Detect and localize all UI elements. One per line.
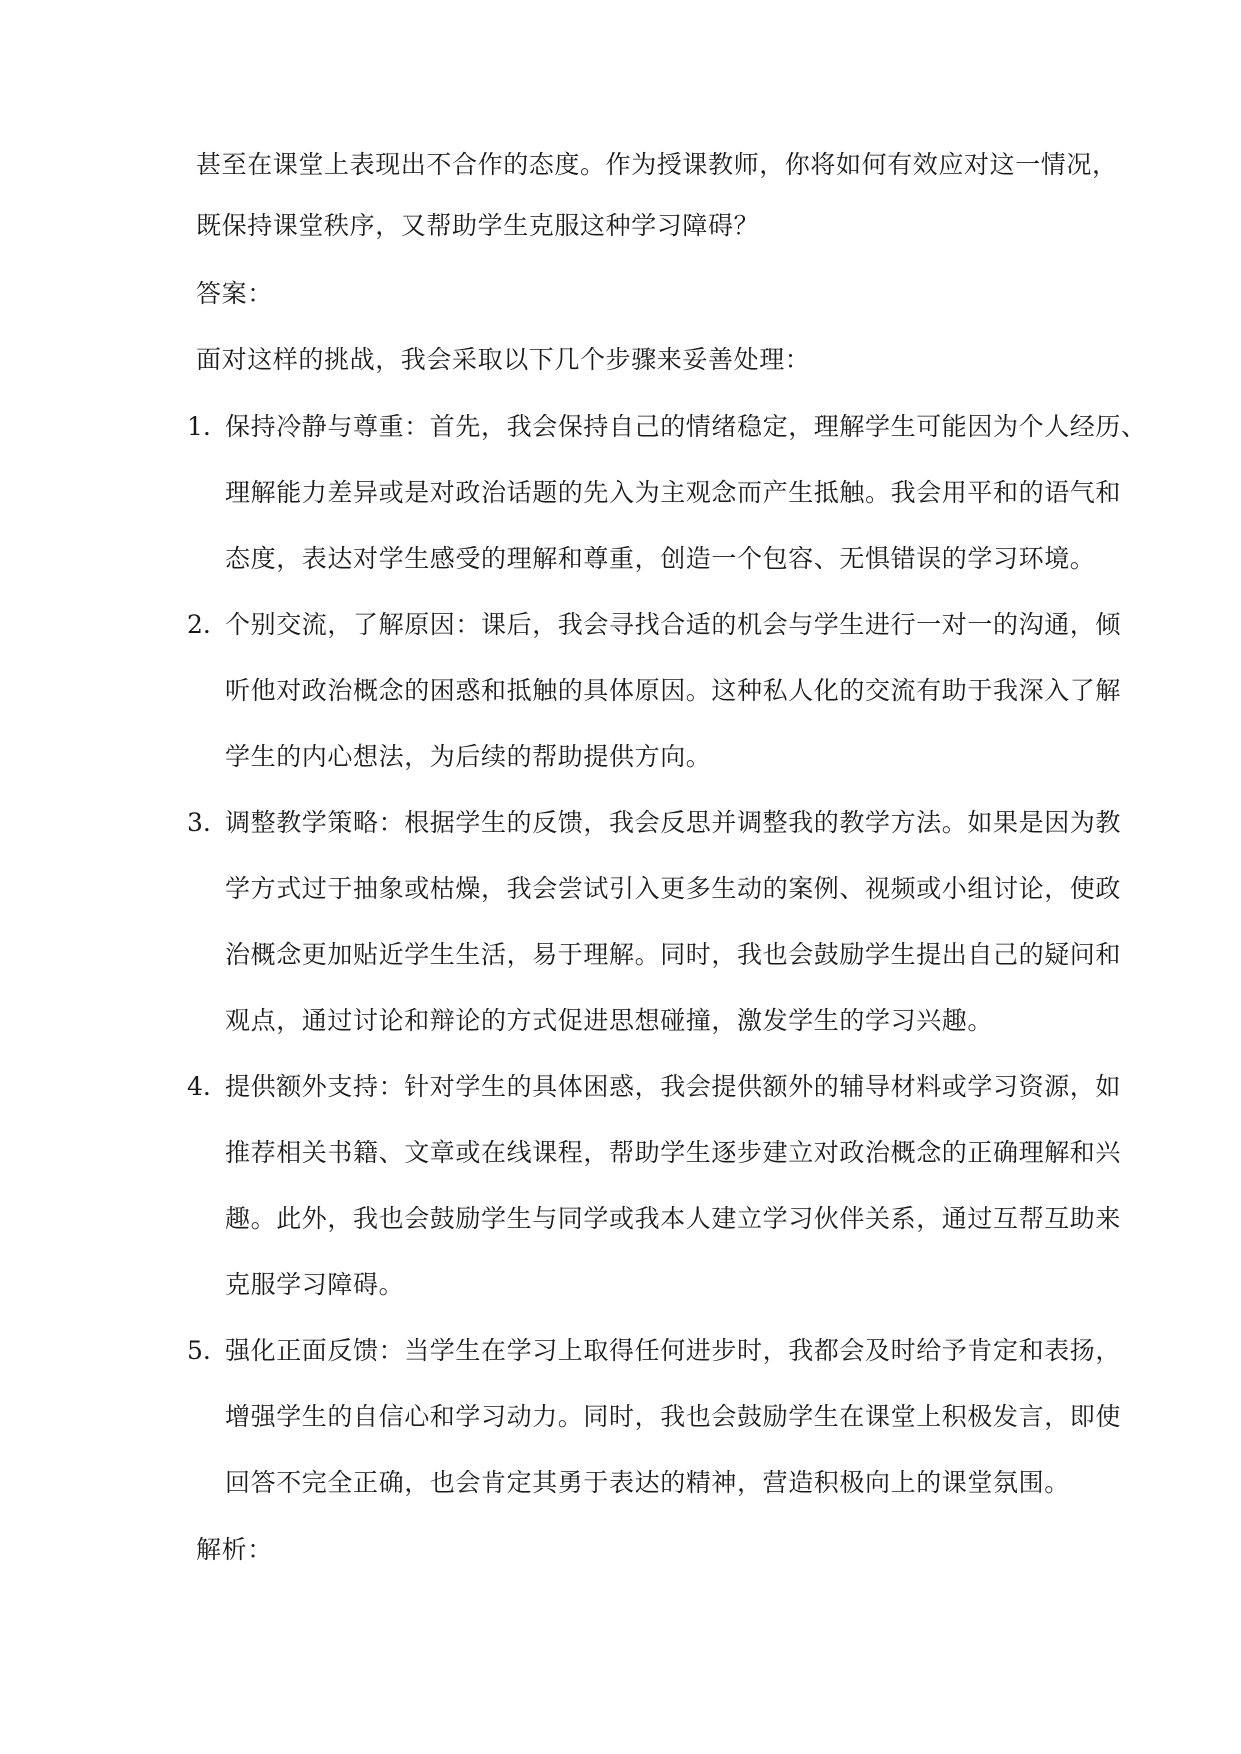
list-item-line: 增强学生的自信心和学习动力。同时，我也会鼓励学生在课堂上积极发言，即使	[225, 1402, 1122, 1431]
list-item-number: 3.	[187, 808, 211, 837]
list-item-line: 趣。此外，我也会鼓励学生与同学或我本人建立学习伙伴关系，通过互帮互助来	[225, 1204, 1122, 1233]
list-item-line: 观点，通过讨论和辩论的方式促进思想碰撞，激发学生的学习兴趣。	[225, 1006, 994, 1035]
list-item-line: 学方式过于抽象或枯燥，我会尝试引入更多生动的案例、视频或小组讨论，使政	[225, 874, 1122, 903]
list-item-line: 克服学习障碍。	[225, 1270, 405, 1299]
list-item-line: 理解能力差异或是对政治话题的先入为主观念而产生抵触。我会用平和的语气和	[225, 478, 1122, 507]
list-item-line: 推荐相关书籍、文章或在线课程，帮助学生逐步建立对政治概念的正确理解和兴	[225, 1138, 1122, 1167]
question-line: 既保持课堂秩序，又帮助学生克服这种学习障碍？	[196, 211, 760, 240]
list-item-number: 2.	[187, 610, 211, 639]
list-item-line: 个别交流，了解原因：课后，我会寻找合适的机会与学生进行一对一的沟通，倾	[225, 610, 1122, 639]
list-item-line: 保持冷静与尊重：首先，我会保持自己的情绪稳定，理解学生可能因为个人经历、	[225, 412, 1147, 441]
list-item-number: 5.	[187, 1336, 211, 1365]
list-item-line: 提供额外支持：针对学生的具体困惑，我会提供额外的辅导材料或学习资源，如	[225, 1072, 1122, 1101]
list-item-line: 回答不完全正确，也会肯定其勇于表达的精神，营造积极向上的课堂氛围。	[225, 1468, 1070, 1497]
list-item-line: 调整教学策略：根据学生的反馈，我会反思并调整我的教学方法。如果是因为教	[225, 808, 1122, 837]
list-item-line: 态度，表达对学生感受的理解和尊重，创造一个包容、无惧错误的学习环境。	[225, 544, 1096, 573]
list-item-line: 学生的内心想法，为后续的帮助提供方向。	[225, 742, 712, 771]
list-item-number: 4.	[187, 1072, 211, 1101]
intro-paragraph: 面对这样的挑战，我会采取以下几个步骤来妥善处理：	[196, 345, 811, 374]
question-line: 甚至在课堂上表现出不合作的态度。作为授课教师，你将如何有效应对这一情况，	[196, 150, 1118, 179]
list-item-line: 强化正面反馈：当学生在学习上取得任何进步时，我都会及时给予肯定和表扬，	[225, 1336, 1122, 1365]
list-item-number: 1.	[187, 412, 211, 441]
analysis-label: 解析：	[196, 1535, 273, 1564]
answer-label: 答案：	[196, 279, 273, 308]
list-item-line: 听他对政治概念的困惑和抵触的具体原因。这种私人化的交流有助于我深入了解	[225, 676, 1122, 705]
list-item-line: 治概念更加贴近学生生活，易于理解。同时，我也会鼓励学生提出自己的疑问和	[225, 940, 1122, 969]
